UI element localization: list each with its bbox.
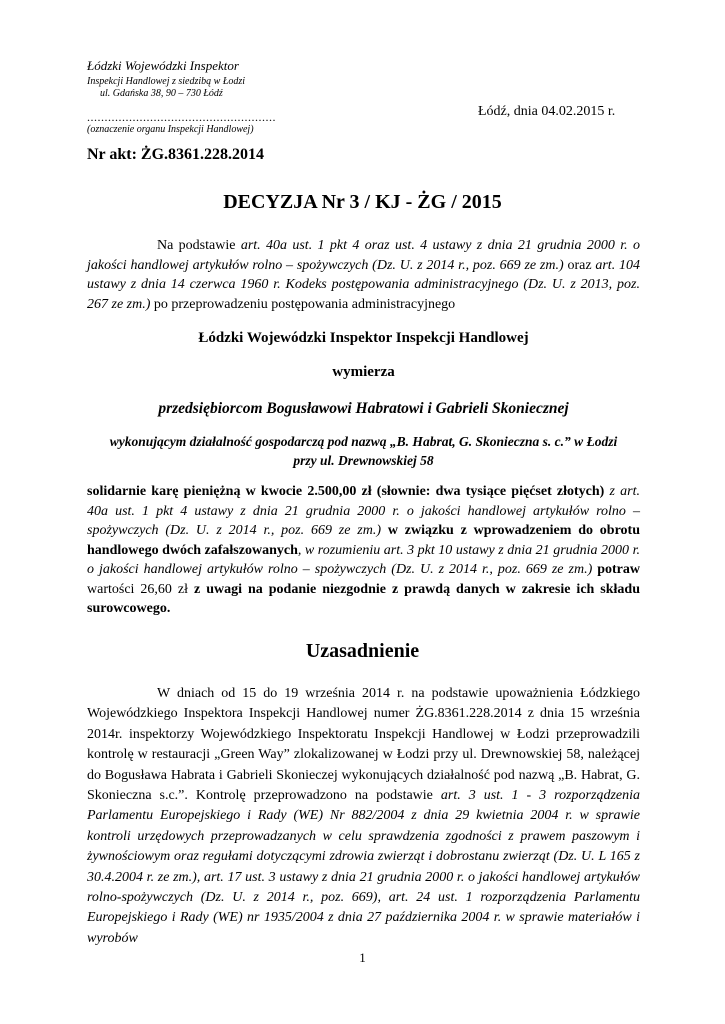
office-address-line2: ul. Gdańska 38, 90 – 730 Łódź [100,88,223,99]
business-name-line2: przy ul. Drewnowskiej 58 [293,453,434,468]
organ-note: (oznaczenie organu Inspekcji Handlowej) [87,124,254,135]
legal-basis-text: oraz [563,257,596,273]
office-address-line1: Inspekcji Handlowej z siedzibą w Łodzi [87,76,246,87]
office-name: Łódzki Wojewódzki Inspektor [87,58,239,73]
business-name-line1: wykonującym działalność gospodarczą pod nazwą „B. Habrat, G. Skonieczna s. c.” w Łodzi [109,434,618,449]
penalty-legal-basis: z art. 40a ust. 1 pkt 4 ustawy z dnia 21 grudnia 2000 r. o jakości handlowej artykułów rolno – spożywczych (Dz. U. z 2014 r., poz. 669 ze zm.) [87,484,640,538]
legal-basis-citation-1: art. 40a ust. 1 pkt 4 oraz ust. 4 ustawy z dnia 21 grudnia 2000 r. o jakości handlowej artykułów rolno – spożywczych (Dz. U. z 2014 r., poz. 669 ze zm.) [87,238,640,273]
justification-citations: art. 3 ust. 1 - 3 rozporządzenia Parlamentu Europejskiego i Rady (WE) Nr 882/2004 z dnia 29 kwietnia 2004 r. w sprawie kontroli urzędowych przeprowadzanych w celu sprawdzenia zgodności z prawem paszowym i żywnościowym oraz regułami dotyczącymi zdrowia zwierząt i dobrostanu zwierząt (Dz. U. L 165 z 30.4.2004 r. ze zm.), art. 17 ust. 3 ustawy z dnia 21 grudnia 2000 r. o jakości handlowej artykułów rolno-spożywczych (Dz. U. z 2014 r., poz. 669), art. 24 ust. 1 rozporządzenia Parlamentu Europejskiego i Rady (WE) nr 1935/2004 z dnia 27 października 2004 r. w sprawie materiałów i wyrobów [87,788,640,946]
justification-paragraph [87,684,640,949]
penalty-reason: w związku z wprowadzeniem do obrotu handlowego dwóch zafałszowanych [87,523,641,558]
authority-name: Łódzki Wojewódzki Inspektor Inspekcji Handlowej [198,330,529,346]
organ-dotted-line: ...................................................... [87,110,276,124]
imposes-word: wymierza [332,364,395,380]
legal-basis-text: Na podstawie [157,238,241,253]
entrepreneurs: przedsiębiorcom Bogusławowi Habratowi i Gabrieli Skoniecznej [158,400,569,417]
place-date: Łódź, dnia 04.02.2015 r. [478,104,616,119]
justification-text: W dniach od 15 do 19 września 2014 r. na podstawie upoważnienia Łódzkiego Wojewódzkiego Inspektora Inspekcji Handlowej numer ŻG.8361.228.2014 z dnia 15 września 2014r. inspektorzy Wojewódzkiego Inspektoratu Inspekcji Handlowej w Łodzi przeprowadzili kontrolę w restauracji „Green Way” zlokalizowanej w Łodzi przy ul. Drewnowskiej 58, należącej do Bogusława Habrata i Gabrieli Skonieczej wykonujących działalność pod nazwą „B. Habrat, G. Skonieczna s.c.”. Kontrolę przeprowadzono na podstawie [87,686,640,804]
penalty-paragraph [87,482,640,619]
page-number: 1 [359,950,366,965]
legal-basis-citation-2: art. 104 ustawy z dnia 14 czerwca 1960 r. Kodeks postępowania administracyjnego (Dz. U. z 2013, poz. 267 ze zm.) [87,257,641,312]
penalty-definition: , w rozumieniu art. 3 pkt 10 ustawy z dnia 21 grudnia 2000 r. o jakości handlowej artykułów rolno – spożywczych (Dz. U. z 2014 r., poz. 669 ze zm.) [87,542,640,577]
penalty-value: wartości 26,60 zł [87,581,194,597]
penalty-amount: solidarnie karę pieniężną w kwocie 2.500,00 zł (słownie: dwa tysiące pięćset złotych) [87,484,605,499]
penalty-grounds: z uwagi na podanie niezgodnie z prawdą danych w zakresie ich składu surowcowego. [87,581,640,616]
decision-title: DECYZJA Nr 3 / KJ - ŻG / 2015 [223,191,502,213]
legal-basis-text: po przeprowadzeniu postępowania administracyjnego [150,296,456,312]
legal-basis-paragraph [87,236,640,314]
penalty-dishes: potraw [592,562,640,577]
justification-title: Uzasadnienie [305,640,420,662]
act-number: Nr akt: ŻG.8361.228.2014 [87,146,265,163]
